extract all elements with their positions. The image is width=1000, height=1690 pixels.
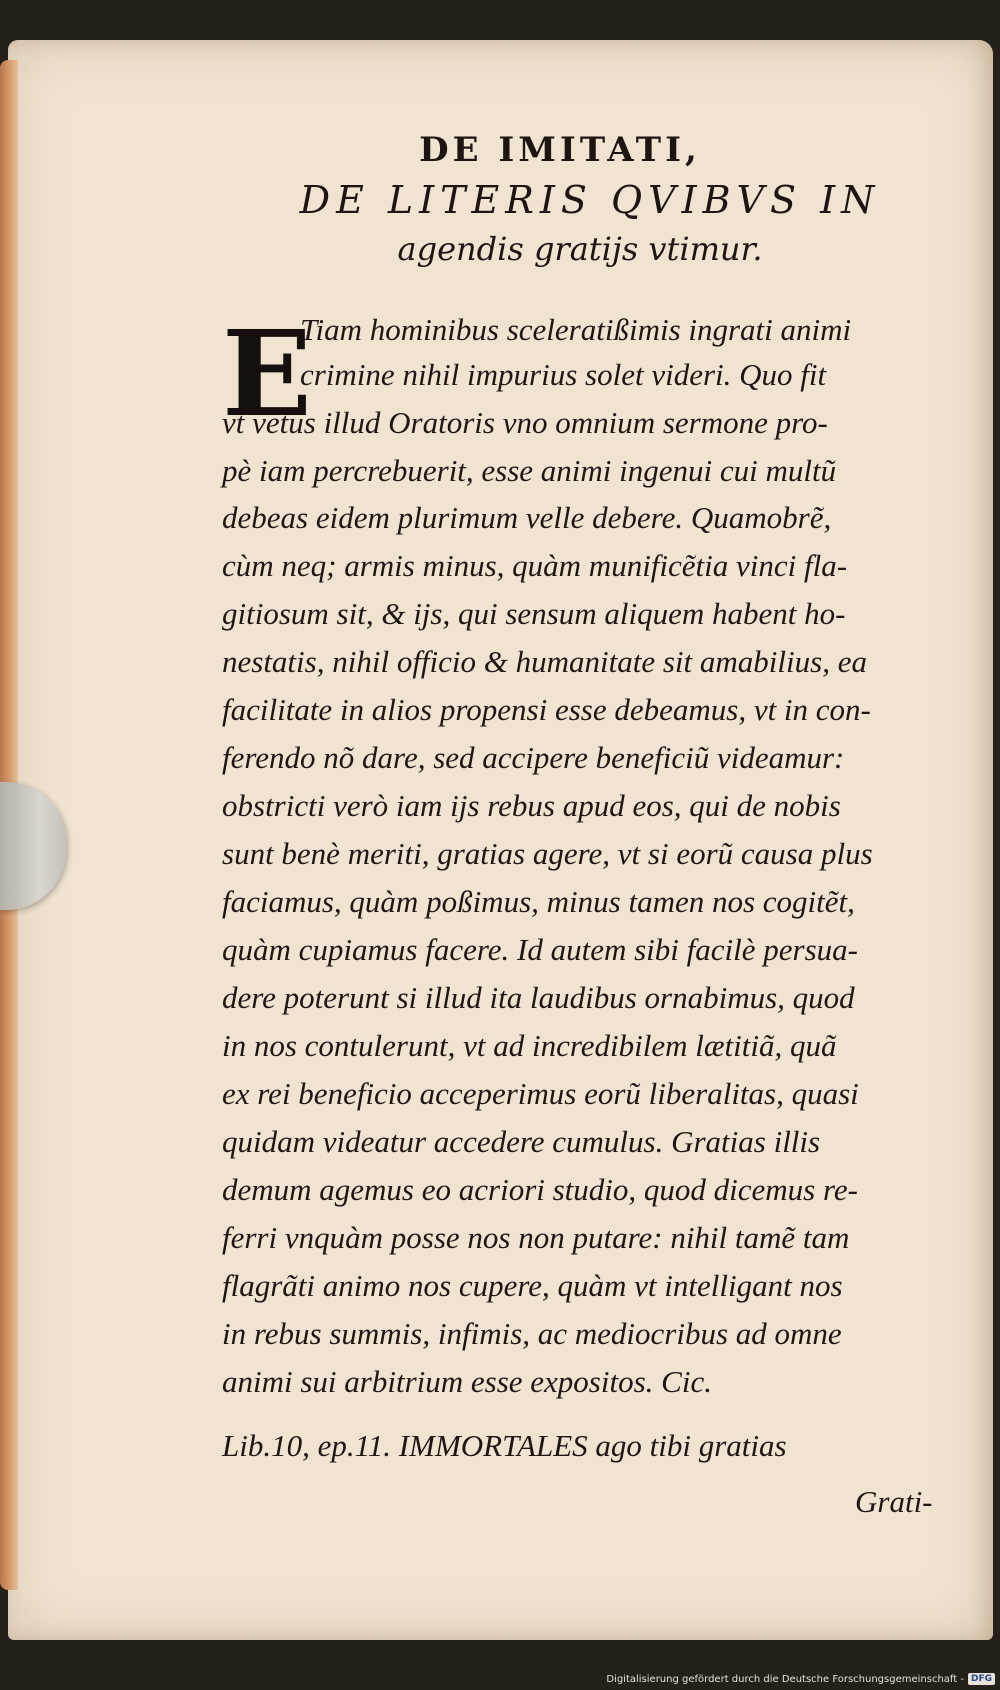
text-line: cùm neq; armis minus, quàm munificẽtia vinci fla- [222, 548, 848, 583]
text-line: pè iam percrebuerit, esse animi ingenui cui multũ [222, 453, 837, 488]
text-line: faciamus, quàm poßimus, minus tamen nos cogitẽt, [222, 884, 855, 919]
section-heading: DE LITERIS QVIBVS IN [299, 178, 881, 222]
text-line: in rebus summis, infimis, ac mediocribus ad omne [222, 1316, 842, 1351]
text-line: flagrãti animo nos cupere, quàm vt intelligant nos [222, 1268, 843, 1303]
text-line: Tiam hominibus sceleratißimis ingrati animi [300, 312, 852, 347]
text-line: demum agemus eo acriori studio, quod dicemus re- [222, 1172, 858, 1207]
text-line: quidam videatur accedere cumulus. Gratias illis [222, 1124, 821, 1159]
catchword: Grati- [855, 1484, 933, 1519]
digitization-footer [605, 1671, 995, 1687]
text-line: in nos contulerunt, vt ad incredibilem lætitiã, quã [222, 1028, 837, 1063]
text-line: vt vetus illud Oratoris vno omnium sermone pro- [222, 405, 828, 440]
text-line: facilitate in alios propensi esse debeamus, vt in con- [222, 692, 871, 727]
text-line: dere poterunt si illud ita laudibus ornabimus, quod [222, 980, 855, 1015]
text-line: animi sui arbitrium esse expositos. Cic. [222, 1364, 712, 1399]
text-line: Lib.10, ep.11. IMMORTALES ago tibi gratias [222, 1428, 787, 1463]
text-line: ferri vnquàm posse nos non putare: nihil tamẽ tam [222, 1220, 850, 1255]
drop-initial: E [222, 304, 312, 443]
text-line: nestatis, nihil officio & humanitate sit amabilius, ea [222, 644, 867, 679]
text-line: obstricti verò iam ijs rebus apud eos, qui de nobis [222, 788, 841, 823]
text-line: quàm cupiamus facere. Id autem sibi facilè persua- [222, 932, 858, 967]
text-line: gitiosum sit, & ijs, qui sensum aliquem habent ho- [222, 596, 846, 631]
text-line: sunt benè meriti, gratias agere, vt si eorũ causa plus [222, 836, 873, 871]
text-line: debeas eidem plurimum velle debere. Quamobrẽ, [222, 500, 832, 535]
section-subheading: agendis gratijs vtimur. [397, 230, 763, 268]
dfg-logo-icon: DFG [968, 1673, 995, 1685]
footer-text: Digitalisierung gefördert durch die Deutsche Forschungsgemeinschaft - [606, 1673, 964, 1685]
text-line: ferendo nõ dare, sed accipere beneficiũ videamur: [222, 740, 845, 775]
text-line: ex rei beneficio acceperimus eorũ liberalitas, quasi [222, 1076, 859, 1111]
running-head: DE IMITATI, [419, 130, 701, 170]
text-line: crimine nihil impurius solet videri. Quo fit [300, 357, 827, 392]
